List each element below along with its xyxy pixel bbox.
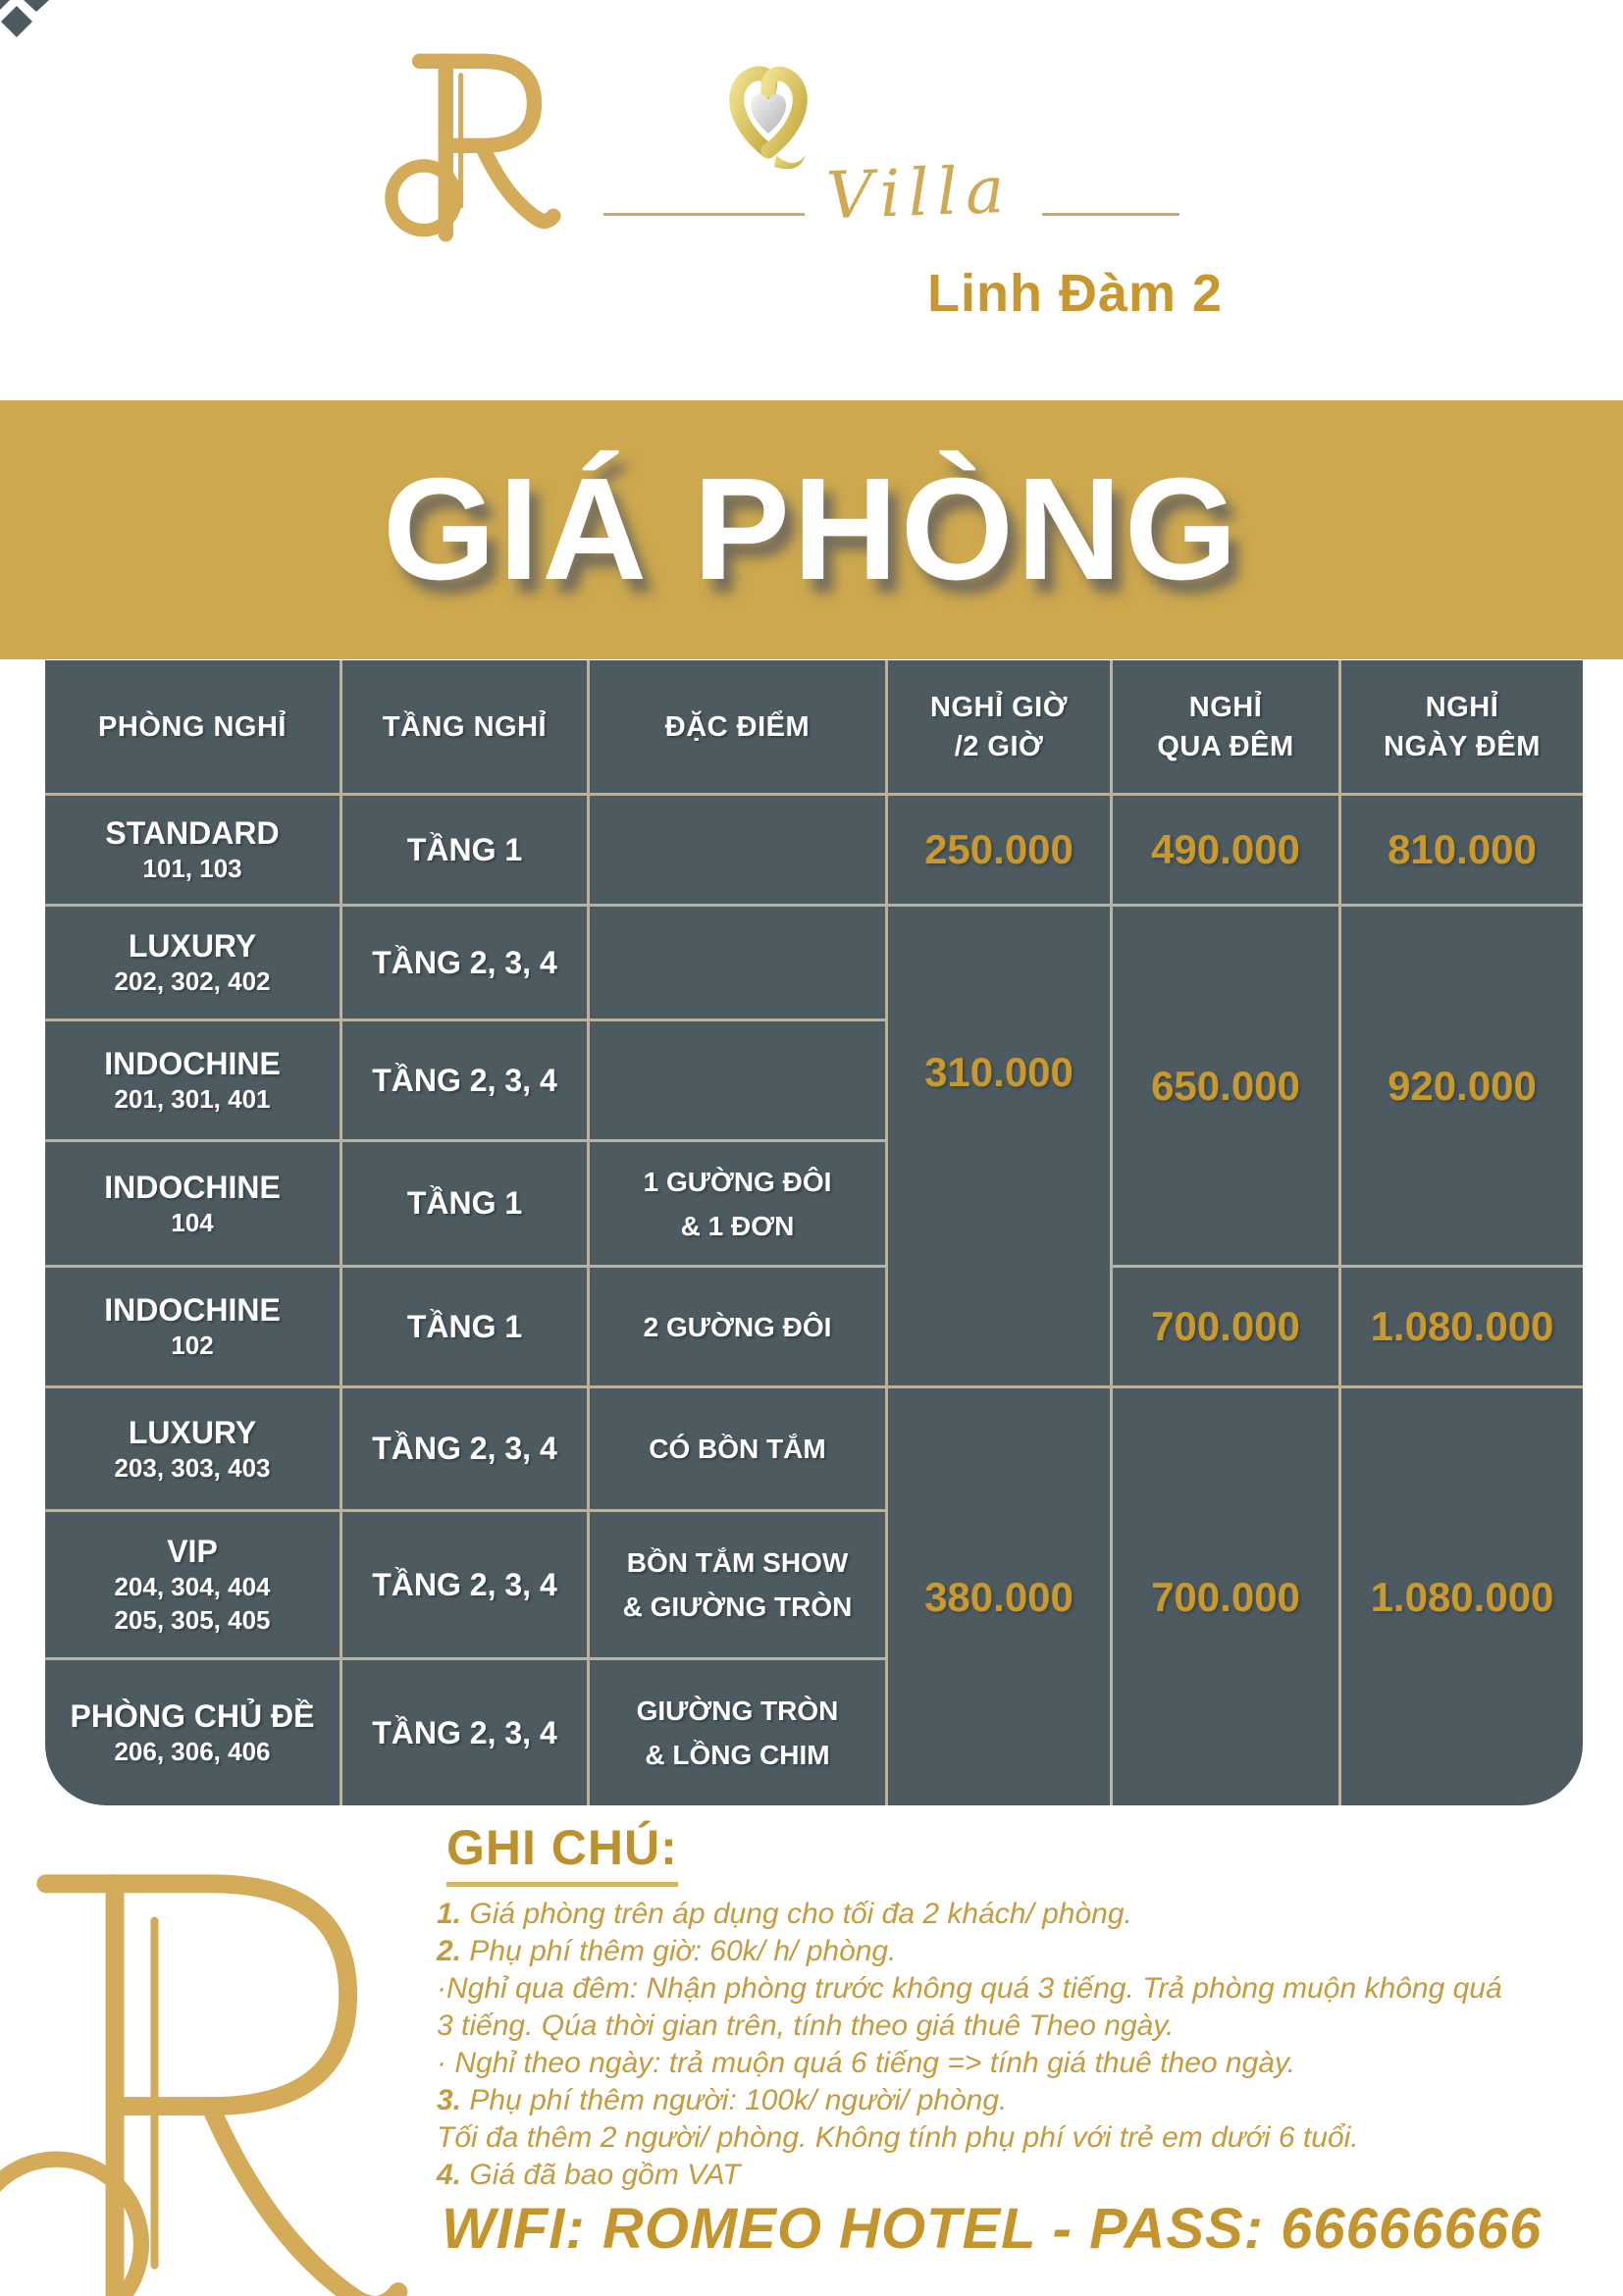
note-line: 4. Giá đã bao gồm VAT <box>437 2159 741 2191</box>
header-feature: ĐẶC ĐIỂM <box>590 660 885 793</box>
heart-icon <box>719 61 817 177</box>
floor-cell: TẦNG 1 <box>342 796 587 904</box>
location-title: Linh Đàm 2 <box>927 264 1224 323</box>
price-daynight-rows2to4: 920.000 <box>1341 907 1583 1265</box>
room-cell: VIP 204, 304, 404 205, 305, 405 <box>45 1512 340 1657</box>
note-line: 3 tiếng. Qúa thời gian trên, tính theo giá thuê Theo ngày. <box>437 2009 1175 2042</box>
price-hourly-rows2to5: 310.000 <box>888 907 1110 1385</box>
price-overnight-rows2to4: 650.000 <box>1113 907 1338 1265</box>
note-line: 2. Phụ phí thêm giờ: 60k/ h/ phòng. <box>437 1935 897 1967</box>
header-overnight: NGHỈ QUA ĐÊM <box>1113 660 1338 793</box>
room-cell: INDOCHINE 104 <box>45 1142 340 1265</box>
price-table <box>45 660 1583 1805</box>
price-daynight-row5: 1.080.000 <box>1341 1268 1583 1385</box>
r-watermark-icon <box>0 1847 440 2296</box>
room-cell: STANDARD 101, 103 <box>45 796 340 904</box>
notes-list <box>437 1896 1595 2194</box>
note-line: 1. Giá phòng trên áp dụng cho tối đa 2 khách/ phòng. <box>437 1898 1132 1930</box>
price-overnight-row1: 490.000 <box>1113 796 1338 904</box>
floor-cell: TẦNG 2, 3, 4 <box>342 1388 587 1509</box>
divider-line-right <box>1042 213 1179 216</box>
price-daynight-rows6to8: 1.080.000 <box>1341 1388 1583 1805</box>
price-overnight-row5: 700.000 <box>1113 1268 1338 1385</box>
feature-cell: 2 GƯỜNG ĐÔI <box>590 1268 885 1385</box>
divider-line-left <box>603 213 805 216</box>
floor-cell: TẦNG 2, 3, 4 <box>342 1021 587 1139</box>
feature-cell: BỒN TẮM SHOW & GIƯỜNG TRÒN <box>590 1512 885 1657</box>
page-title: GIÁ PHÒNG <box>383 448 1240 610</box>
villa-script-text: Villa <box>824 151 1014 235</box>
header-daynight: NGHỈ NGÀY ĐÊM <box>1341 660 1583 793</box>
price-hourly-row1: 250.000 <box>888 796 1110 904</box>
corner-diamonds-icon <box>0 0 69 59</box>
room-cell: LUXURY 203, 303, 403 <box>45 1388 340 1509</box>
floor-cell: TẦNG 1 <box>342 1142 587 1265</box>
title-banner <box>0 400 1623 659</box>
floor-cell: TẦNG 2, 3, 4 <box>342 1512 587 1657</box>
feature-cell: CÓ BỒN TẮM <box>590 1388 885 1509</box>
note-line: 3. Phụ phí thêm người: 100k/ người/ phòng. <box>437 2084 1008 2116</box>
header-floor: TẦNG NGHỈ <box>342 660 587 793</box>
feature-cell <box>590 796 885 904</box>
note-line: · Nghỉ theo ngày: trả muộn quá 6 tiếng => tính giá thuê theo ngày. <box>437 2047 1296 2079</box>
feature-cell <box>590 1021 885 1139</box>
notes-title: GHI CHÚ: <box>446 1819 678 1887</box>
header-hourly: NGHỈ GIỜ /2 GIỜ <box>888 660 1110 793</box>
r-monogram-logo <box>383 47 569 248</box>
room-cell: PHÒNG CHỦ ĐỀ 206, 306, 406 <box>45 1660 340 1805</box>
price-daynight-row1: 810.000 <box>1341 796 1583 904</box>
room-cell: INDOCHINE 201, 301, 401 <box>45 1021 340 1139</box>
floor-cell: TẦNG 2, 3, 4 <box>342 907 587 1018</box>
wifi-info: WIFI: ROMEO HOTEL - PASS: 66666666 <box>442 2197 1543 2261</box>
note-line: ·Nghỉ qua đêm: Nhận phòng trước không quá 3 tiếng. Trả phòng muộn không quá <box>437 1972 1502 2005</box>
price-overnight-rows6to8: 700.000 <box>1113 1388 1338 1805</box>
room-cell: LUXURY 202, 302, 402 <box>45 907 340 1018</box>
room-cell: INDOCHINE 102 <box>45 1268 340 1385</box>
feature-cell <box>590 907 885 1018</box>
feature-cell: GIƯỜNG TRÒN & LỒNG CHIM <box>590 1660 885 1805</box>
note-line: Tối đa thêm 2 người/ phòng. Không tính phụ phí với trẻ em dưới 6 tuổi. <box>437 2121 1359 2154</box>
floor-cell: TẦNG 2, 3, 4 <box>342 1660 587 1805</box>
price-hourly-rows6to8: 380.000 <box>888 1388 1110 1805</box>
floor-cell: TẦNG 1 <box>342 1268 587 1385</box>
header-room: PHÒNG NGHỈ <box>45 660 340 793</box>
feature-cell: 1 GƯỜNG ĐÔI & 1 ĐƠN <box>590 1142 885 1265</box>
